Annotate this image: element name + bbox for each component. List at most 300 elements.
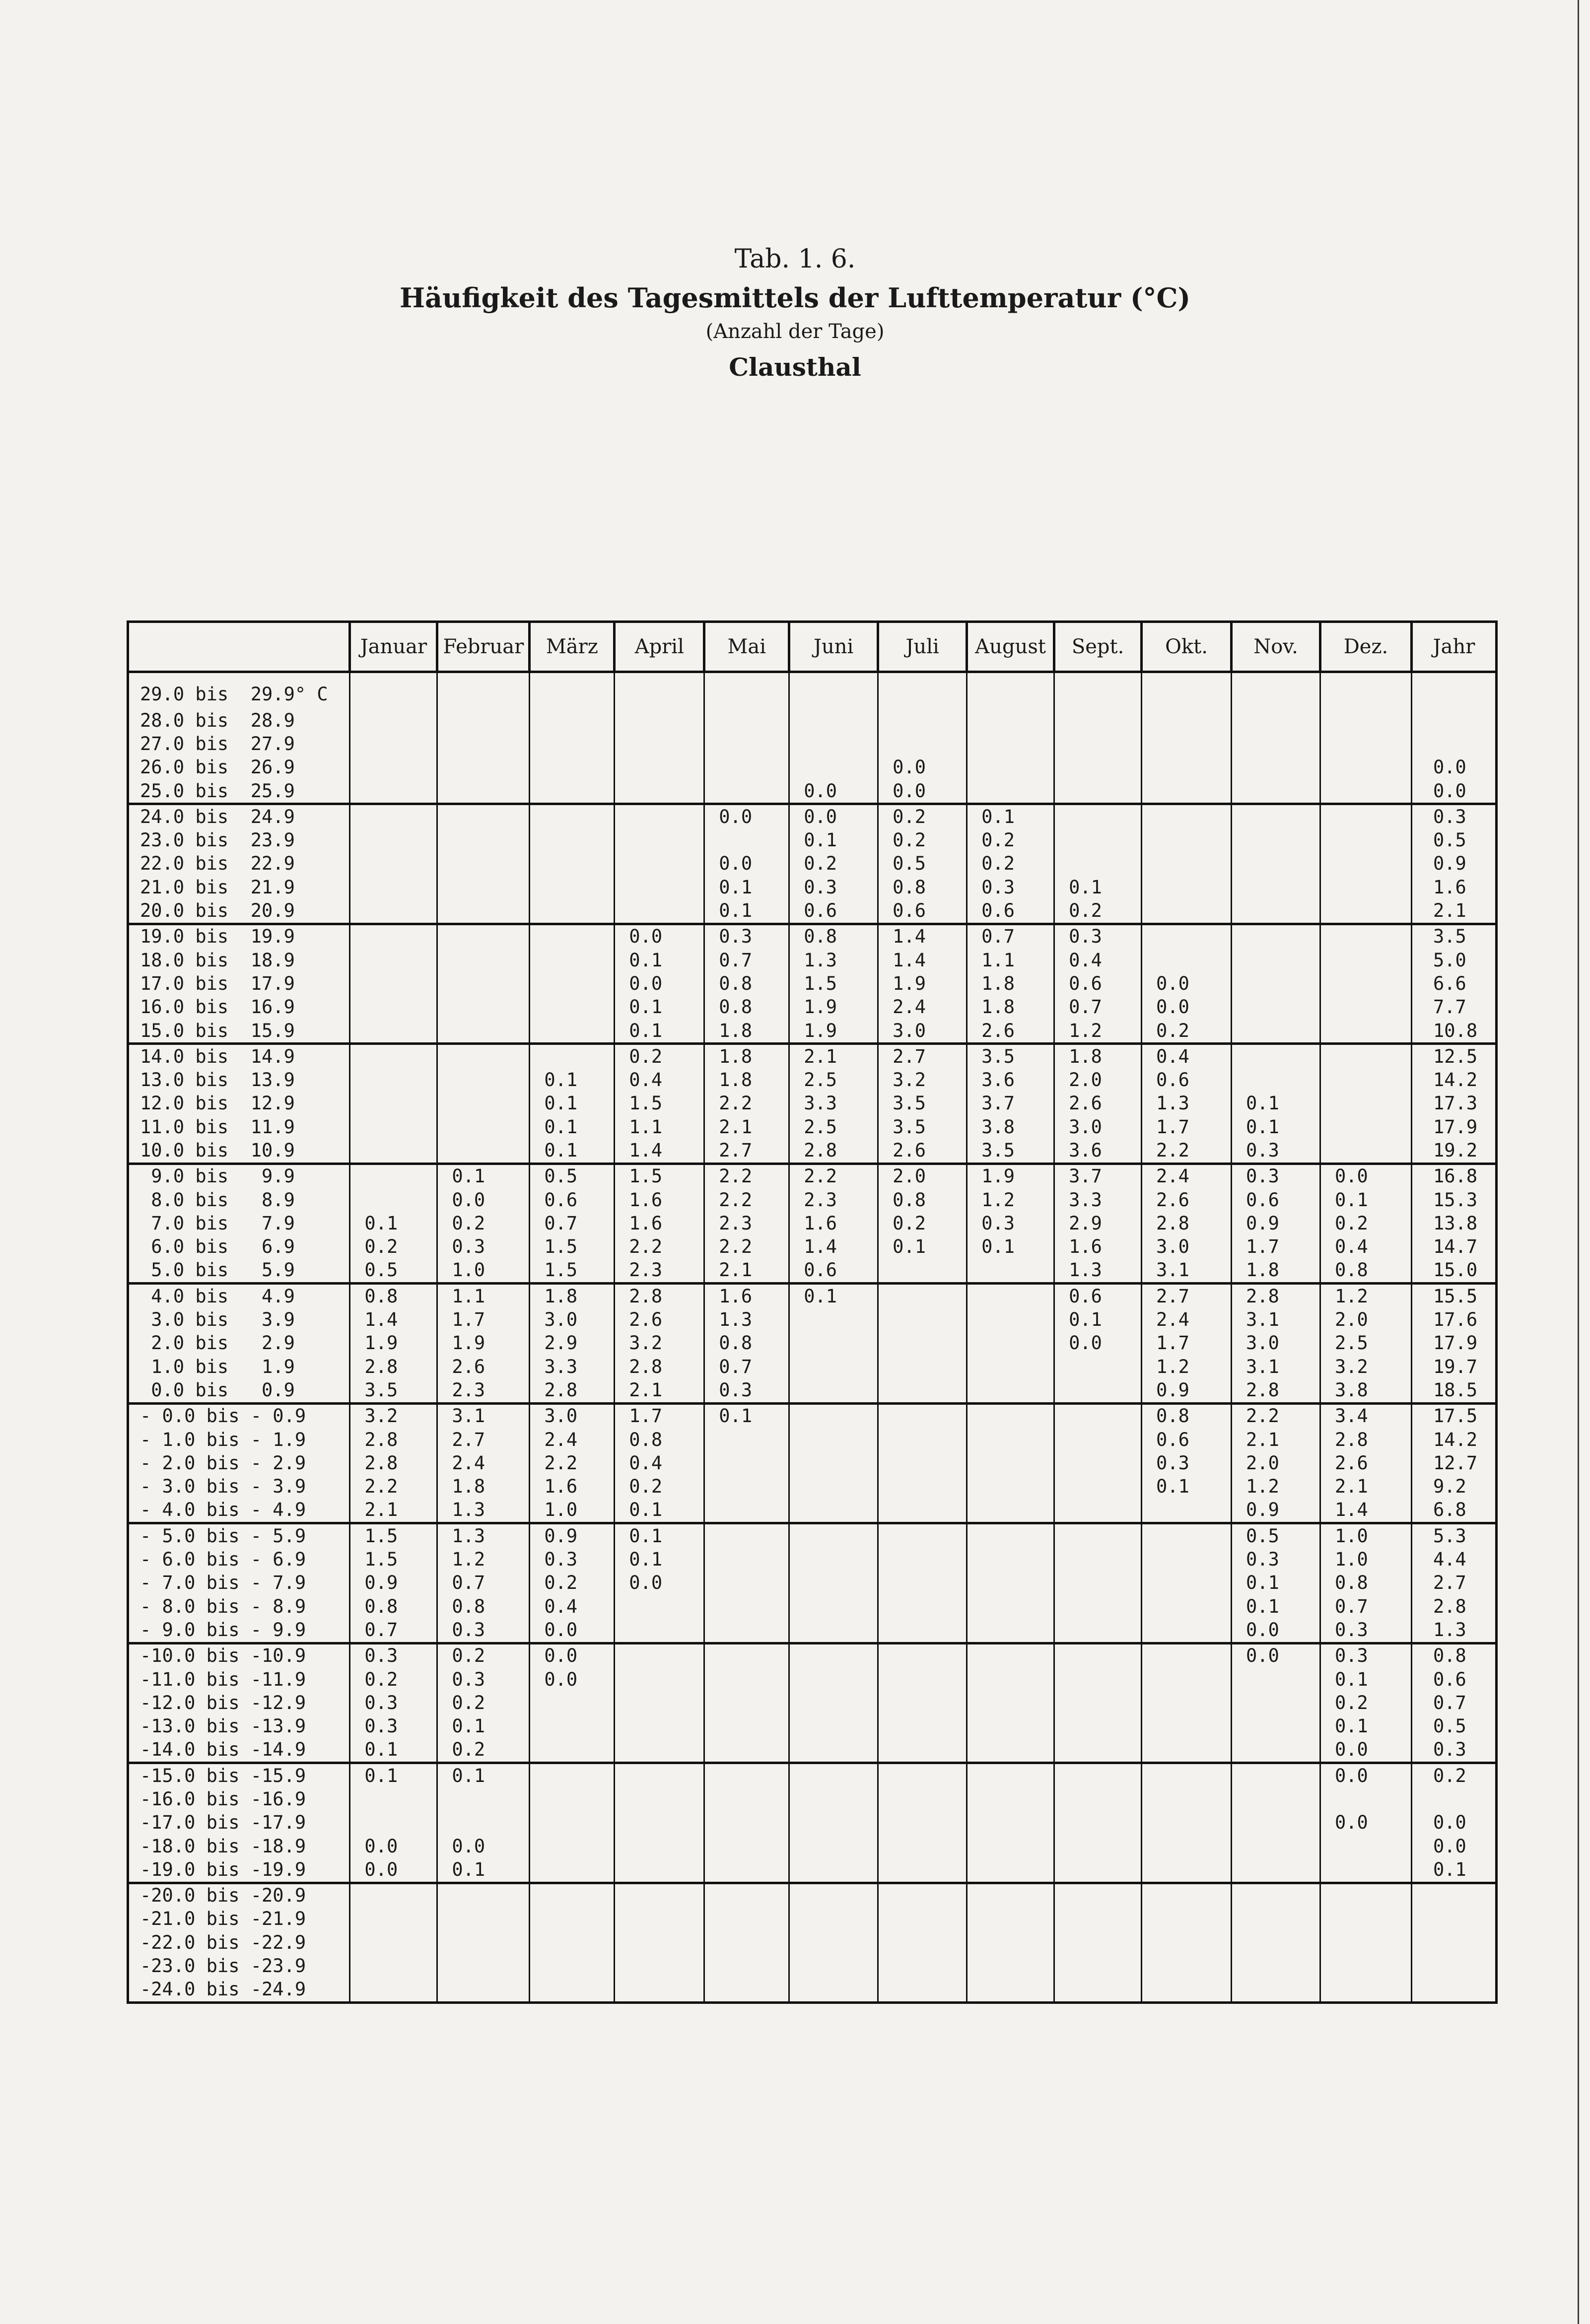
value-cell xyxy=(704,1618,789,1643)
value-cell: 0.2 xyxy=(615,1475,704,1499)
value-cell xyxy=(1142,756,1232,779)
range-cell: 15.0 bis 15.9 xyxy=(128,1019,350,1044)
value-cell xyxy=(1054,1908,1142,1931)
column-header-2: Februar xyxy=(437,622,530,672)
value-cell: 2.1 xyxy=(1232,1428,1320,1451)
value-cell: 0.1 xyxy=(350,1212,437,1235)
value-cell xyxy=(1320,1092,1412,1115)
value-cell xyxy=(1320,1835,1412,1858)
table-row xyxy=(128,1092,1497,1115)
value-cell: 1.9 xyxy=(789,1019,878,1044)
value-cell: 1.6 xyxy=(789,1212,878,1235)
value-cell xyxy=(1320,756,1412,779)
range-cell: -10.0 bis -10.9 xyxy=(128,1643,350,1668)
year-total-cell: 0.3 xyxy=(1412,804,1497,829)
value-cell xyxy=(878,1259,967,1284)
value-cell xyxy=(615,876,704,899)
value-cell: 0.1 xyxy=(437,1763,530,1788)
value-cell xyxy=(1320,899,1412,924)
value-cell xyxy=(878,1811,967,1835)
value-cell: 0.0 xyxy=(878,756,967,779)
value-cell xyxy=(350,1163,437,1188)
value-cell: 0.1 xyxy=(704,876,789,899)
value-cell: 2.6 xyxy=(615,1308,704,1331)
value-cell xyxy=(350,804,437,829)
value-cell xyxy=(1054,1668,1142,1691)
range-cell: 18.0 bis 18.9 xyxy=(128,949,350,972)
value-cell xyxy=(1232,1763,1320,1788)
value-cell: 0.6 xyxy=(967,899,1054,924)
value-cell: 2.1 xyxy=(350,1499,437,1523)
value-cell: 0.1 xyxy=(437,1858,530,1883)
value-cell: 0.7 xyxy=(704,949,789,972)
value-cell: 0.8 xyxy=(878,876,967,899)
value-cell: 0.1 xyxy=(350,1738,437,1763)
value-cell xyxy=(615,1643,704,1668)
value-cell xyxy=(530,899,615,924)
value-cell: 2.7 xyxy=(878,1044,967,1069)
year-total-cell: 0.8 xyxy=(1412,1643,1497,1668)
value-cell: 0.0 xyxy=(1054,1332,1142,1355)
value-cell: 0.2 xyxy=(350,1668,437,1691)
value-cell xyxy=(789,1931,878,1954)
value-cell xyxy=(704,1858,789,1883)
value-cell xyxy=(704,1931,789,1954)
value-cell xyxy=(704,1523,789,1548)
value-cell: 0.3 xyxy=(704,924,789,949)
value-cell xyxy=(1232,1714,1320,1738)
value-cell xyxy=(350,1908,437,1931)
value-cell xyxy=(1054,1595,1142,1618)
value-cell: 0.3 xyxy=(437,1235,530,1259)
table-row xyxy=(128,1523,1497,1548)
value-cell xyxy=(1054,1428,1142,1451)
value-cell: 3.1 xyxy=(1142,1259,1232,1284)
value-cell: 0.4 xyxy=(530,1595,615,1618)
value-cell xyxy=(1142,1858,1232,1883)
range-cell: - 4.0 bis - 4.9 xyxy=(128,1499,350,1523)
value-cell xyxy=(1320,949,1412,972)
value-cell: 0.2 xyxy=(789,852,878,876)
value-cell: 0.4 xyxy=(615,1068,704,1092)
value-cell xyxy=(530,972,615,995)
year-total-cell: 14.2 xyxy=(1412,1068,1497,1092)
value-cell xyxy=(704,1572,789,1595)
column-header-8: August xyxy=(967,622,1054,672)
value-cell: 0.8 xyxy=(789,924,878,949)
value-cell: 3.0 xyxy=(530,1403,615,1428)
value-cell: 2.9 xyxy=(1054,1212,1142,1235)
value-cell xyxy=(615,1738,704,1763)
value-cell xyxy=(530,1787,615,1811)
year-total-cell: 9.2 xyxy=(1412,1475,1497,1499)
value-cell xyxy=(967,1978,1054,2003)
value-cell: 0.1 xyxy=(967,804,1054,829)
value-cell xyxy=(530,949,615,972)
value-cell xyxy=(1232,732,1320,755)
value-cell: 2.4 xyxy=(1142,1308,1232,1331)
value-cell: 0.1 xyxy=(704,1403,789,1428)
value-cell xyxy=(530,1691,615,1714)
value-cell: 3.7 xyxy=(1054,1163,1142,1188)
value-cell: 0.1 xyxy=(615,1523,704,1548)
value-cell: 0.4 xyxy=(1142,1044,1232,1069)
value-cell xyxy=(1232,996,1320,1019)
value-cell xyxy=(1232,828,1320,852)
value-cell: 0.0 xyxy=(878,779,967,804)
range-cell: 28.0 bis 28.9 xyxy=(128,709,350,732)
year-total-cell: 0.9 xyxy=(1412,852,1497,876)
table-row xyxy=(128,1978,1497,2003)
value-cell xyxy=(967,1403,1054,1428)
range-cell: 9.0 bis 9.9 xyxy=(128,1163,350,1188)
value-cell xyxy=(789,1858,878,1883)
table-row xyxy=(128,1954,1497,1978)
value-cell: 2.2 xyxy=(1142,1139,1232,1163)
value-cell xyxy=(530,709,615,732)
value-cell xyxy=(789,1643,878,1668)
value-cell xyxy=(967,732,1054,755)
year-total-cell: 0.7 xyxy=(1412,1691,1497,1714)
value-cell: 0.3 xyxy=(967,876,1054,899)
value-cell xyxy=(704,1714,789,1738)
value-cell: 3.1 xyxy=(1232,1308,1320,1331)
value-cell xyxy=(1054,1451,1142,1475)
value-cell: 0.4 xyxy=(615,1451,704,1475)
value-cell xyxy=(615,899,704,924)
value-cell: 0.0 xyxy=(1320,1163,1412,1188)
value-cell: 3.0 xyxy=(1054,1115,1142,1139)
year-total-cell: 4.4 xyxy=(1412,1548,1497,1571)
value-cell xyxy=(1142,732,1232,755)
value-cell xyxy=(789,756,878,779)
station-name: Clausthal xyxy=(729,352,861,382)
table-row xyxy=(128,779,1497,804)
value-cell xyxy=(878,1883,967,1908)
value-cell xyxy=(967,1378,1054,1403)
value-cell xyxy=(789,1355,878,1378)
value-cell: 1.8 xyxy=(704,1068,789,1092)
range-cell: 20.0 bis 20.9 xyxy=(128,899,350,924)
value-cell xyxy=(1320,1068,1412,1092)
value-cell: 2.2 xyxy=(530,1451,615,1475)
value-cell xyxy=(1232,1908,1320,1931)
value-cell xyxy=(878,1475,967,1499)
value-cell xyxy=(530,779,615,804)
value-cell: 2.5 xyxy=(1320,1332,1412,1355)
year-total-cell xyxy=(1412,1883,1497,1908)
year-total-cell: 2.7 xyxy=(1412,1572,1497,1595)
value-cell: 0.3 xyxy=(1054,924,1142,949)
value-cell xyxy=(350,1188,437,1212)
range-cell: -21.0 bis -21.9 xyxy=(128,1908,350,1931)
value-cell: 2.2 xyxy=(1232,1403,1320,1428)
value-cell: 2.6 xyxy=(1320,1451,1412,1475)
value-cell xyxy=(878,709,967,732)
range-cell: 2.0 bis 2.9 xyxy=(128,1332,350,1355)
year-total-cell: 12.7 xyxy=(1412,1451,1497,1475)
value-cell: 0.9 xyxy=(530,1523,615,1548)
value-cell: 2.0 xyxy=(1320,1308,1412,1331)
header-row xyxy=(128,622,1497,672)
value-cell xyxy=(878,1763,967,1788)
value-cell: 1.8 xyxy=(530,1284,615,1308)
value-cell xyxy=(437,876,530,899)
value-cell xyxy=(350,996,437,1019)
value-cell xyxy=(615,1931,704,1954)
value-cell: 2.2 xyxy=(704,1163,789,1188)
value-cell: 1.7 xyxy=(1142,1332,1232,1355)
table-row xyxy=(128,1738,1497,1763)
value-cell: 3.7 xyxy=(967,1092,1054,1115)
value-cell xyxy=(1054,852,1142,876)
value-cell: 1.8 xyxy=(437,1475,530,1499)
value-cell xyxy=(967,672,1054,709)
value-cell xyxy=(350,1115,437,1139)
range-cell: -14.0 bis -14.9 xyxy=(128,1738,350,1763)
value-cell: 0.1 xyxy=(1320,1188,1412,1212)
value-cell: 0.0 xyxy=(1142,972,1232,995)
value-cell: 0.8 xyxy=(704,972,789,995)
table-row xyxy=(128,1163,1497,1188)
table-row xyxy=(128,1883,1497,1908)
value-cell: 0.0 xyxy=(350,1835,437,1858)
value-cell xyxy=(437,852,530,876)
value-cell xyxy=(1232,709,1320,732)
value-cell: 0.2 xyxy=(1142,1019,1232,1044)
value-cell xyxy=(350,1811,437,1835)
value-cell: 0.4 xyxy=(1054,949,1142,972)
value-cell xyxy=(878,1978,967,2003)
table-row xyxy=(128,1068,1497,1092)
value-cell xyxy=(789,1908,878,1931)
value-cell xyxy=(350,672,437,709)
value-cell xyxy=(789,732,878,755)
year-total-cell: 3.5 xyxy=(1412,924,1497,949)
value-cell xyxy=(1054,672,1142,709)
value-cell xyxy=(1320,1115,1412,1139)
column-header-12: Dez. xyxy=(1320,622,1412,672)
range-cell: - 2.0 bis - 2.9 xyxy=(128,1451,350,1475)
value-cell xyxy=(789,709,878,732)
table-row xyxy=(128,1499,1497,1523)
value-cell xyxy=(437,1883,530,1908)
value-cell: 0.6 xyxy=(530,1188,615,1212)
value-cell: 0.2 xyxy=(967,852,1054,876)
table-row xyxy=(128,828,1497,852)
value-cell xyxy=(1232,1668,1320,1691)
value-cell: 0.2 xyxy=(437,1212,530,1235)
value-cell: 1.7 xyxy=(1142,1115,1232,1139)
value-cell xyxy=(789,1763,878,1788)
table-row xyxy=(128,949,1497,972)
year-total-cell: 6.6 xyxy=(1412,972,1497,995)
value-cell xyxy=(437,756,530,779)
year-total-cell xyxy=(1412,732,1497,755)
value-cell xyxy=(789,1714,878,1738)
value-cell xyxy=(878,1572,967,1595)
value-cell xyxy=(1054,1378,1142,1403)
value-cell xyxy=(878,1378,967,1403)
value-cell xyxy=(437,949,530,972)
table-row xyxy=(128,1811,1497,1835)
value-cell xyxy=(704,709,789,732)
table-row xyxy=(128,1188,1497,1212)
year-total-cell: 15.5 xyxy=(1412,1284,1497,1308)
value-cell xyxy=(1142,1883,1232,1908)
year-total-cell: 17.9 xyxy=(1412,1332,1497,1355)
range-cell: 5.0 bis 5.9 xyxy=(128,1259,350,1284)
value-cell: 1.8 xyxy=(967,972,1054,995)
value-cell: 2.8 xyxy=(350,1428,437,1451)
table-title: Häufigkeit des Tagesmittels der Lufttemperatur (°C) xyxy=(399,282,1191,314)
value-cell xyxy=(1054,1355,1142,1378)
value-cell xyxy=(789,1787,878,1811)
value-cell: 3.1 xyxy=(1232,1355,1320,1378)
value-cell xyxy=(437,1115,530,1139)
range-cell: 1.0 bis 1.9 xyxy=(128,1355,350,1378)
value-cell: 0.7 xyxy=(704,1355,789,1378)
value-cell: 2.1 xyxy=(789,1044,878,1069)
value-cell: 0.0 xyxy=(1320,1738,1412,1763)
table-subtitle: (Anzahl der Tage) xyxy=(705,320,885,343)
value-cell: 3.2 xyxy=(350,1403,437,1428)
value-cell xyxy=(704,1763,789,1788)
value-cell xyxy=(350,732,437,755)
value-cell xyxy=(350,779,437,804)
value-cell xyxy=(530,1019,615,1044)
value-cell xyxy=(530,924,615,949)
value-cell: 3.0 xyxy=(1232,1332,1320,1355)
value-cell: 1.3 xyxy=(437,1499,530,1523)
value-cell xyxy=(615,1595,704,1618)
value-cell: 2.6 xyxy=(967,1019,1054,1044)
table-row xyxy=(128,1332,1497,1355)
value-cell: 0.0 xyxy=(704,804,789,829)
value-cell: 2.7 xyxy=(704,1139,789,1163)
value-cell xyxy=(1142,1738,1232,1763)
year-total-cell: 12.5 xyxy=(1412,1044,1497,1069)
value-cell: 0.0 xyxy=(615,972,704,995)
value-cell: 0.3 xyxy=(1232,1163,1320,1188)
value-cell: 3.2 xyxy=(878,1068,967,1092)
value-cell xyxy=(789,1475,878,1499)
value-cell xyxy=(1054,732,1142,755)
value-cell xyxy=(1054,1499,1142,1523)
year-total-cell xyxy=(1412,709,1497,732)
value-cell: 0.9 xyxy=(1142,1378,1232,1403)
value-cell: 3.5 xyxy=(878,1115,967,1139)
value-cell xyxy=(615,779,704,804)
value-cell: 0.1 xyxy=(1232,1595,1320,1618)
value-cell xyxy=(967,1355,1054,1378)
table-row xyxy=(128,924,1497,949)
value-cell: 0.1 xyxy=(530,1068,615,1092)
range-cell: 16.0 bis 16.9 xyxy=(128,996,350,1019)
year-total-cell: 0.0 xyxy=(1412,1811,1497,1835)
value-cell xyxy=(437,924,530,949)
value-cell: 2.5 xyxy=(789,1068,878,1092)
range-cell: 11.0 bis 11.9 xyxy=(128,1115,350,1139)
year-total-cell xyxy=(1412,1954,1497,1978)
value-cell: 0.2 xyxy=(1054,899,1142,924)
value-cell xyxy=(615,1787,704,1811)
column-header-range xyxy=(128,622,350,672)
value-cell: 0.1 xyxy=(437,1163,530,1188)
value-cell xyxy=(1142,828,1232,852)
value-cell xyxy=(1054,1858,1142,1883)
value-cell: 1.1 xyxy=(437,1284,530,1308)
value-cell xyxy=(530,1858,615,1883)
value-cell xyxy=(704,1908,789,1931)
value-cell xyxy=(437,899,530,924)
value-cell: 1.1 xyxy=(967,949,1054,972)
value-cell xyxy=(789,1572,878,1595)
year-total-cell: 0.0 xyxy=(1412,779,1497,804)
year-total-cell: 13.8 xyxy=(1412,1212,1497,1235)
value-cell: 0.9 xyxy=(350,1572,437,1595)
value-cell: 1.6 xyxy=(704,1284,789,1308)
value-cell: 2.8 xyxy=(615,1355,704,1378)
value-cell xyxy=(967,779,1054,804)
range-cell: -12.0 bis -12.9 xyxy=(128,1691,350,1714)
value-cell xyxy=(1142,1691,1232,1714)
value-cell: 3.6 xyxy=(967,1068,1054,1092)
value-cell: 0.1 xyxy=(350,1763,437,1788)
value-cell xyxy=(530,1738,615,1763)
value-cell: 0.1 xyxy=(615,996,704,1019)
value-cell: 1.8 xyxy=(704,1044,789,1069)
value-cell xyxy=(530,1714,615,1738)
value-cell: 1.0 xyxy=(437,1259,530,1284)
value-cell xyxy=(1142,1835,1232,1858)
value-cell xyxy=(1320,1954,1412,1978)
value-cell: 1.9 xyxy=(967,1163,1054,1188)
value-cell xyxy=(437,709,530,732)
year-total-cell: 17.9 xyxy=(1412,1115,1497,1139)
value-cell: 0.1 xyxy=(437,1714,530,1738)
value-cell xyxy=(1142,1499,1232,1523)
table-row xyxy=(128,1212,1497,1235)
value-cell: 2.1 xyxy=(704,1115,789,1139)
value-cell: 1.7 xyxy=(615,1403,704,1428)
value-cell xyxy=(1320,779,1412,804)
value-cell xyxy=(704,1451,789,1475)
value-cell xyxy=(437,1931,530,1954)
value-cell xyxy=(967,1811,1054,1835)
value-cell xyxy=(704,1595,789,1618)
value-cell: 2.8 xyxy=(350,1451,437,1475)
value-cell xyxy=(1142,1548,1232,1571)
value-cell: 1.5 xyxy=(350,1548,437,1571)
range-cell: 4.0 bis 4.9 xyxy=(128,1284,350,1308)
value-cell: 0.0 xyxy=(789,779,878,804)
value-cell xyxy=(350,1954,437,1978)
value-cell xyxy=(1054,828,1142,852)
value-cell: 0.9 xyxy=(1232,1499,1320,1523)
value-cell: 0.8 xyxy=(615,1428,704,1451)
value-cell: 1.6 xyxy=(530,1475,615,1499)
value-cell: 2.7 xyxy=(437,1428,530,1451)
value-cell xyxy=(350,1787,437,1811)
value-cell: 0.2 xyxy=(1320,1212,1412,1235)
range-cell: 19.0 bis 19.9 xyxy=(128,924,350,949)
value-cell xyxy=(1320,1139,1412,1163)
table-row xyxy=(128,1475,1497,1499)
table-row xyxy=(128,1019,1497,1044)
value-cell: 2.4 xyxy=(437,1451,530,1475)
value-cell xyxy=(704,1475,789,1499)
